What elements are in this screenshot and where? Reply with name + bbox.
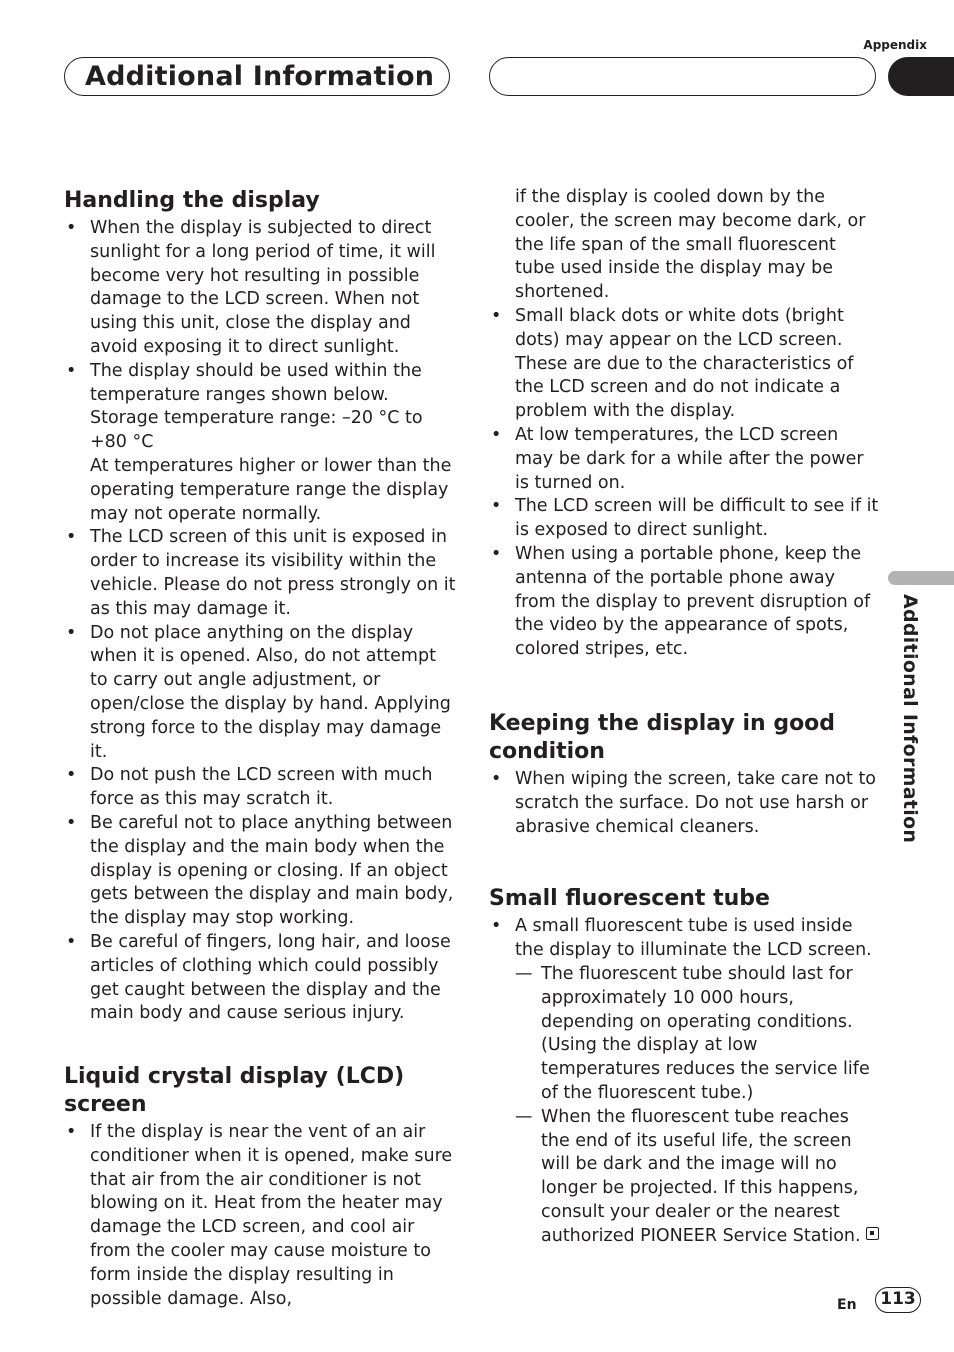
list-item: • If the display is near the vent of an air conditioner when it is opened, make sure that air from the air conditioner is not blowing on it. Heat from the heater may damage the LCD screen, and cool air from the cooler may cause moisture to form inside the display resulting in possible damage. Also, bbox=[64, 1121, 456, 1311]
list-item: • Be careful not to place anything between the display and the main body when the display is opening or closing. If an object gets between the display and main body, the display may stop working. bbox=[64, 812, 456, 931]
lcd-list-part1 bbox=[64, 1121, 456, 1311]
list-item: • When using a portable phone, keep the antenna of the portable phone away from the display to prevent disruption of the video by the appearance of spots, colored stripes, etc. bbox=[489, 543, 881, 662]
list-item: • The display should be used within the temperature ranges shown below. bbox=[64, 360, 456, 408]
handling-section bbox=[64, 187, 456, 1026]
right-column bbox=[489, 186, 881, 1248]
keeping-section bbox=[489, 710, 881, 839]
dash-item-text: When the fluorescent tube reaches the end of its useful life, the screen will be dark and the image will no longer be projected. If this happens, consult your dealer or the nearest authorized PIONEER Service Station. bbox=[541, 1106, 861, 1246]
end-mark-icon bbox=[866, 1227, 879, 1240]
list-item: • Be careful of fingers, long hair, and loose articles of clothing which could possibly get caught between the display and the main body and cause serious injury. bbox=[64, 931, 456, 1026]
list-item-continuation: At temperatures higher or lower than the operating temperature range the display may not operate normally. bbox=[90, 455, 452, 524]
dash-mark: — bbox=[515, 1106, 533, 1127]
list-item: • At low temperatures, the LCD screen may be dark for a while after the power is turned on. bbox=[489, 424, 881, 495]
side-tab-label: Additional Information bbox=[899, 594, 921, 844]
dash-item bbox=[489, 963, 881, 1106]
keeping-heading: Keeping the display in good condition bbox=[489, 710, 836, 764]
tube-list bbox=[489, 915, 881, 963]
list-item: • Small black dots or white dots (bright dots) may appear on the LCD screen. These are due to the characteristics of the LCD screen and do not indicate a problem with the display. bbox=[489, 305, 881, 424]
tube-heading: Small fluorescent tube bbox=[489, 886, 770, 912]
handling-list bbox=[64, 217, 456, 1026]
lcd-section bbox=[64, 1063, 456, 1311]
lcd-heading: Liquid crystal display (LCD) screen bbox=[64, 1064, 405, 1118]
list-item: • Do not place anything on the display when it is opened. Also, do not attempt to carry out angle adjustment, or open/close the display by hand. Applying strong force to the display may damage it. bbox=[64, 622, 456, 765]
list-item: • A small fluorescent tube is used inside the display to illuminate the LCD screen. bbox=[489, 915, 881, 963]
section-title-box bbox=[64, 57, 450, 96]
left-column bbox=[64, 186, 456, 1311]
tube-section bbox=[489, 885, 881, 1248]
list-item: • The LCD screen will be difficult to see if it is exposed to direct sunlight. bbox=[489, 495, 881, 543]
appendix-label: Appendix bbox=[863, 38, 927, 52]
list-item: • When the display is subjected to direct sunlight for a long period of time, it will become very hot resulting in possible damage to the LCD screen. When not using this unit, close the display and avoid exposing it to direct sunlight. bbox=[64, 217, 456, 360]
keeping-list bbox=[489, 768, 881, 839]
list-item: • Do not push the LCD screen with much force as this may scratch it. bbox=[64, 764, 456, 812]
list-item-continuation: if the display is cooled down by the cooler, the screen may become dark, or the life span of the small fluorescent tube used inside the display may be shortened. bbox=[515, 187, 866, 303]
language-label: En bbox=[837, 1297, 857, 1313]
handling-heading: Handling the display bbox=[64, 188, 320, 213]
dash-mark: — bbox=[515, 963, 533, 984]
dash-item-text: The fluorescent tube should last for approximately 10 000 hours, depending on operating conditions. (Using the display at low temperatures reduces the service life of the fluorescent tube.) bbox=[541, 963, 870, 1103]
list-item-continuation: Storage temperature range: –20 °C to +80 °C bbox=[90, 408, 423, 453]
list-item: • When wiping the screen, take care not to scratch the surface. Do not use harsh or abrasive chemical cleaners. bbox=[489, 768, 881, 839]
dash-item bbox=[489, 1106, 881, 1249]
page-number: 113 bbox=[875, 1287, 921, 1313]
side-tab-marker bbox=[888, 571, 954, 585]
header-blank-box bbox=[489, 57, 876, 96]
list-item: • The LCD screen of this unit is exposed in order to increase its visibility within the vehicle. Please do not press strongly on it as this may damage it. bbox=[64, 526, 456, 621]
lcd-list-part2 bbox=[489, 186, 881, 662]
page-title: Additional Information bbox=[85, 61, 435, 92]
header-black-tab bbox=[888, 57, 954, 96]
